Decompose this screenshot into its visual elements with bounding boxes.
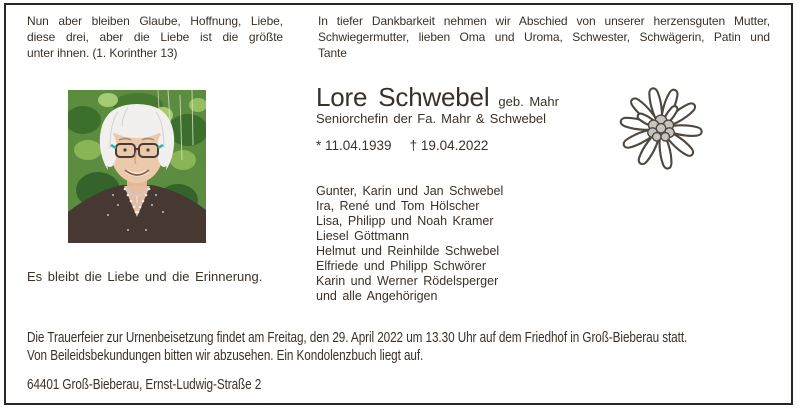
deceased-role: Seniorchefin der Fa. Mahr & Schwebel (316, 111, 547, 126)
maiden-name: geb. Mahr (498, 94, 559, 109)
quote-line: unter ihnen. (1. Korinther 13) (27, 46, 178, 60)
mourner-line: Karin und Werner Rödelsperger (316, 274, 499, 288)
portrait-photo (68, 90, 206, 243)
mourner-line: Ira, René und Tom Hölscher (316, 199, 480, 213)
mourner-line: Liesel Göttmann (316, 229, 410, 243)
funeral-line: Die Trauerfeier zur Urnenbeisetzung findet am Freitag, den 29. April 2022 um 13.30 Uhr auf dem Friedhof in Groß-Bieberau statt. (27, 330, 688, 346)
mourner-line: Lisa, Philipp und Noah Kramer (316, 214, 494, 228)
birth-date: * 11.04.1939 (316, 138, 392, 153)
quote-line: diese drei, aber die Liebe ist die größte (27, 30, 283, 44)
intro-paragraph (318, 13, 770, 61)
deceased-name-row (316, 82, 559, 113)
quote-line: Nun aber bleiben Glaube, Hoffnung, Liebe, (27, 14, 283, 28)
mourner-line: Helmut und Reinhilde Schwebel (316, 244, 500, 258)
intro-line: In tiefer Dankbarkeit nehmen wir Abschied von unserer herzensguten Mutter, (318, 14, 770, 28)
bible-quote (27, 13, 283, 61)
mourners-list (316, 184, 503, 304)
life-dates (316, 138, 488, 153)
deceased-name: Lore Schwebel (316, 82, 490, 112)
death-date: † 19.04.2022 (409, 138, 489, 153)
mourner-line: Elfriede und Philipp Schwörer (316, 259, 486, 273)
funeral-info (27, 329, 772, 365)
closing-line: Es bleibt die Liebe und die Erinnerung. (27, 269, 263, 284)
portrait-illustration (68, 90, 206, 243)
address-line: 64401 Groß-Bieberau, Ernst-Ludwig-Straße 2 (27, 377, 262, 393)
mourner-line: und alle Angehörigen (316, 289, 438, 303)
funeral-line: Von Beileidsbekundungen bitten wir abzusehen. Ein Kondolenzbuch liegt auf. (27, 348, 424, 364)
intro-line: Tante (318, 46, 347, 60)
mourner-line: Gunter, Karin und Jan Schwebel (316, 184, 504, 198)
edelweiss-icon (608, 70, 714, 176)
intro-line: Schwiegermutter, lieben Oma und Uroma, Schwester, Schwägerin, Patin und (318, 30, 770, 44)
